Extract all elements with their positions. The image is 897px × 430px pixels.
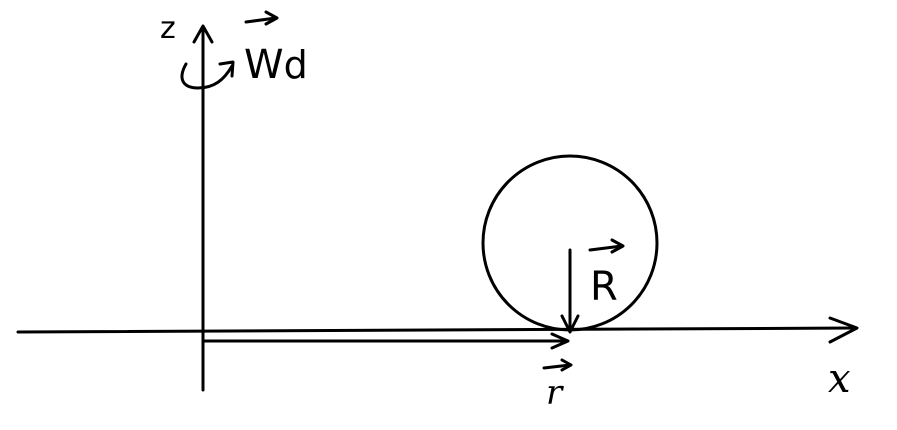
position-vector [204, 334, 571, 413]
omega-label [244, 42, 308, 88]
disk [483, 156, 657, 332]
omega-letter: W [244, 42, 284, 88]
position-vector-label: r [546, 373, 563, 413]
x-axis-label: x [828, 356, 851, 402]
z-axis [160, 11, 212, 390]
x-axis [18, 318, 857, 402]
omega-subscript: d [283, 43, 308, 87]
radius-vector-label: R [590, 264, 618, 310]
x-axis-arrowhead [830, 318, 857, 342]
angular-velocity [182, 12, 308, 88]
rotation-arrow-icon [182, 64, 232, 88]
x-axis-line [18, 328, 855, 332]
z-axis-label: z [160, 11, 176, 46]
